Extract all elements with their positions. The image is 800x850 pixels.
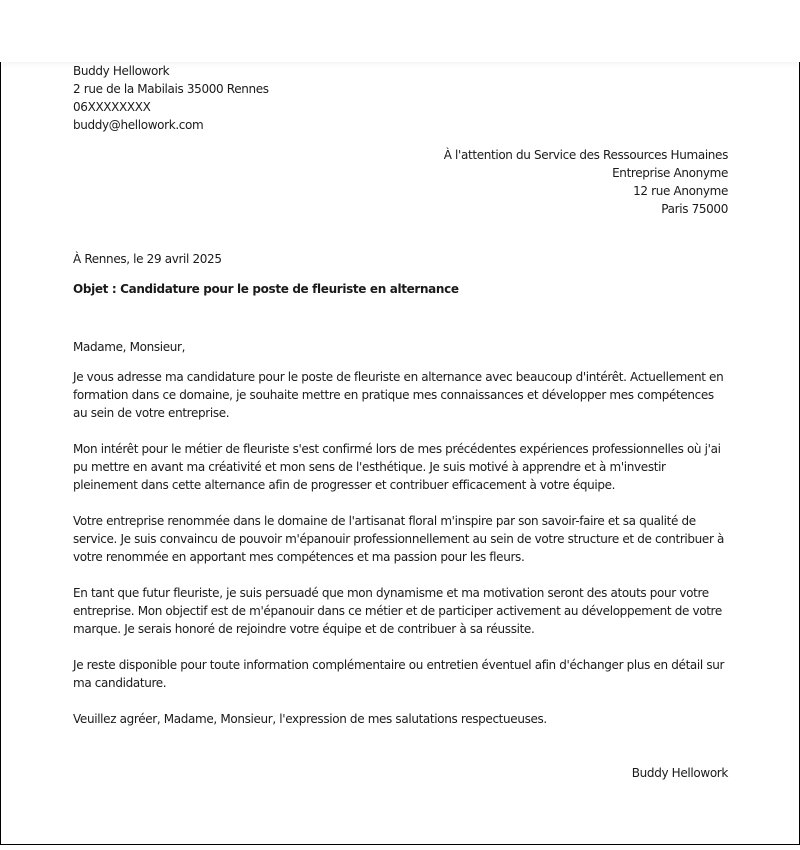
date-line: À Rennes, le 29 avril 2025	[73, 252, 222, 266]
sender-email: buddy@hellowork.com	[73, 118, 204, 132]
signature: Buddy Hellowork	[631, 766, 728, 780]
sender-phone: 06XXXXXXXX	[73, 100, 151, 114]
body-paragraph: Je reste disponible pour toute information complémentaire ou entretien éventuel afin d'échanger plus en détail sur ma candidature.	[73, 658, 725, 690]
body-paragraph: Votre entreprise renommée dans le domaine de l'artisanat floral m'inspire par son savoir-faire et sa qualité de service. Je suis convaincu de pouvoir m'épanouir professionnellement au sein de votre structure et de contribuer à votre renommée en apportant mes compétences et ma passion pour les fleurs.	[73, 514, 725, 564]
recipient-city: Paris 75000	[661, 202, 728, 216]
body-paragraph: En tant que futur fleuriste, je suis persuadé que mon dynamisme et ma motivation seront des atouts pour votre entreprise. Mon objectif est de m'épanouir dans ce métier et de participer activement au développement de votre marque. Je serais honoré de rejoindre votre équipe et de contribuer à sa réussite.	[73, 586, 722, 636]
top-bar	[0, 0, 800, 62]
salutation: Madame, Monsieur,	[73, 340, 186, 354]
recipient-block	[73, 146, 728, 218]
sender-name: Buddy Hellowork	[73, 64, 170, 78]
letter-content	[73, 62, 728, 782]
recipient-attention: À l'attention du Service des Ressources Humaines	[443, 148, 728, 162]
subject-line: Objet : Candidature pour le poste de fleuriste en alternance	[73, 282, 459, 296]
letter-page	[0, 62, 800, 845]
sender-address: 2 rue de la Mabilais 35000 Rennes	[73, 82, 269, 96]
recipient-street: 12 rue Anonyme	[633, 184, 728, 198]
body-paragraph: Mon intérêt pour le métier de fleuriste s'est confirmé lors de mes précédentes expériences professionnelles où j'ai pu mettre en avant ma créativité et mon sens de l'esthétique. Je suis motivé à apprendre et à m'investir pleinement dans cette alternance afin de progresser et contribuer efficacement à votre équipe.	[73, 442, 721, 492]
closing-formula: Veuillez agréer, Madame, Monsieur, l'expression de mes salutations respectueuses.	[73, 712, 547, 726]
sender-block	[73, 62, 728, 134]
recipient-company: Entreprise Anonyme	[612, 166, 728, 180]
body-paragraph: Je vous adresse ma candidature pour le poste de fleuriste en alternance avec beaucoup d'intérêt. Actuellement en formation dans ce domaine, je souhaite mettre en pratique mes connaissances et développer mes compétences au sein de votre entreprise.	[73, 370, 724, 420]
